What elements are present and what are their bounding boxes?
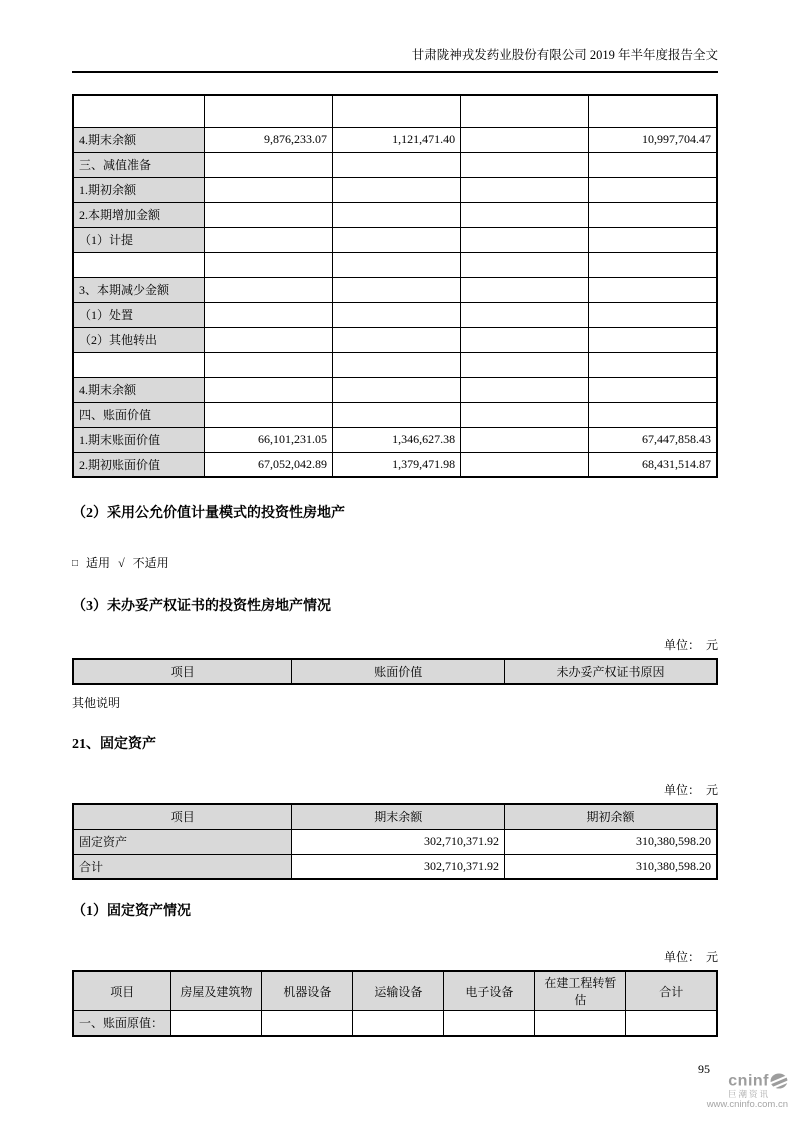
column-header: 项目	[73, 971, 171, 1011]
table-row	[73, 177, 717, 202]
row-label-cell: 3、本期减少金额	[73, 277, 204, 302]
amount-cell	[333, 177, 461, 202]
amount-cell: 67,052,042.89	[204, 452, 332, 477]
amount-cell	[204, 327, 332, 352]
column-header: 期末余额	[292, 804, 505, 829]
table-row	[73, 302, 717, 327]
table-row	[73, 127, 717, 152]
amount-cell	[262, 1011, 353, 1036]
page-number: 95	[698, 1061, 710, 1076]
table-row	[73, 402, 717, 427]
amount-cell	[333, 95, 461, 127]
cert-pending-table	[72, 658, 718, 685]
column-header: 房屋及建筑物	[171, 971, 262, 1011]
amount-cell	[626, 1011, 717, 1036]
table-row	[73, 352, 717, 377]
amount-cell: 67,447,858.43	[589, 427, 717, 452]
fixed-assets-detail-heading: （1）固定资产情况	[72, 904, 191, 919]
row-label-cell: 4.期末余额	[73, 127, 204, 152]
table-row	[73, 427, 717, 452]
amount-cell	[204, 377, 332, 402]
amount-cell	[589, 352, 717, 377]
check-icon: √	[118, 556, 125, 570]
amount-cell	[333, 252, 461, 277]
amount-cell	[333, 377, 461, 402]
table-header-row	[73, 971, 717, 1011]
amount-cell: 1,379,471.98	[333, 452, 461, 477]
row-label-cell: 4.期末余额	[73, 377, 204, 402]
column-header: 项目	[73, 804, 292, 829]
table-row	[73, 227, 717, 252]
table-header-row	[73, 804, 717, 829]
amount-cell: 68,431,514.87	[589, 452, 717, 477]
amount-cell	[589, 327, 717, 352]
amount-cell	[461, 327, 589, 352]
amount-cell	[204, 202, 332, 227]
amount-cell: 310,380,598.20	[504, 829, 717, 854]
amount-cell: 1,121,471.40	[333, 127, 461, 152]
applicable-label: 适用	[86, 556, 111, 570]
amount-cell	[333, 227, 461, 252]
not-applicable-label: 不适用	[132, 556, 169, 570]
row-label-cell	[73, 352, 204, 377]
row-label-cell: 2.本期增加金额	[73, 202, 204, 227]
applicability-note	[72, 554, 718, 571]
unit-label: 单位： 元	[663, 783, 718, 797]
amount-cell	[444, 1011, 535, 1036]
row-label-cell: 1.期末账面价值	[73, 427, 204, 452]
amount-cell	[461, 302, 589, 327]
amount-cell	[333, 402, 461, 427]
amount-cell	[353, 1011, 444, 1036]
unit-label: 单位： 元	[663, 950, 718, 964]
row-label-cell: 三、减值准备	[73, 152, 204, 177]
checkbox-unchecked-icon: □	[72, 558, 79, 569]
amount-cell	[461, 202, 589, 227]
amount-cell	[589, 277, 717, 302]
amount-cell	[535, 1011, 626, 1036]
amount-cell	[589, 302, 717, 327]
table-header-row	[73, 659, 717, 684]
row-label-cell: 2.期初账面价值	[73, 452, 204, 477]
amount-cell	[204, 227, 332, 252]
amount-cell	[461, 252, 589, 277]
amount-cell: 302,710,371.92	[292, 829, 505, 854]
table-row	[73, 327, 717, 352]
amount-cell	[589, 227, 717, 252]
amount-cell	[589, 252, 717, 277]
column-header: 电子设备	[444, 971, 535, 1011]
fair-value-model-heading: （2）采用公允价值计量模式的投资性房地产	[72, 506, 345, 521]
amount-cell	[333, 302, 461, 327]
cninfo-swirl-icon	[770, 1073, 788, 1089]
amount-cell	[204, 177, 332, 202]
amount-cell	[333, 352, 461, 377]
column-header: 在建工程转暂估	[535, 971, 626, 1011]
cninfo-logo-chinese: 巨潮资讯	[727, 1089, 770, 1100]
amount-cell: 310,380,598.20	[504, 854, 717, 879]
table-row	[73, 452, 717, 477]
amount-cell	[589, 152, 717, 177]
table-row	[73, 1011, 717, 1036]
amount-cell	[333, 202, 461, 227]
row-label-cell: 四、账面价值	[73, 402, 204, 427]
amount-cell	[461, 452, 589, 477]
investment-property-movement-table	[72, 94, 718, 478]
amount-cell	[461, 427, 589, 452]
amount-cell	[461, 95, 589, 127]
amount-cell	[204, 252, 332, 277]
fixed-assets-summary-table	[72, 803, 718, 880]
amount-cell	[204, 277, 332, 302]
amount-cell	[204, 152, 332, 177]
amount-cell	[589, 177, 717, 202]
row-label-cell: （1）处置	[73, 302, 204, 327]
amount-cell	[461, 127, 589, 152]
row-label-cell: 一、账面原值：	[73, 1011, 171, 1036]
amount-cell: 10,997,704.47	[589, 127, 717, 152]
report-title: 甘肃陇神戎发药业股份有限公司 2019 年半年度报告全文	[411, 48, 718, 62]
row-label-cell	[73, 252, 204, 277]
amount-cell	[461, 152, 589, 177]
unit-label: 单位： 元	[663, 638, 718, 652]
fixed-assets-heading: 21、固定资产	[72, 737, 156, 752]
amount-cell	[204, 402, 332, 427]
column-header: 项目	[73, 659, 292, 684]
amount-cell	[461, 277, 589, 302]
amount-cell: 66,101,231.05	[204, 427, 332, 452]
amount-cell	[461, 352, 589, 377]
cninfo-logo	[678, 1072, 788, 1111]
other-note: 其他说明	[72, 696, 121, 710]
amount-cell	[461, 377, 589, 402]
row-label-cell: 合计	[73, 854, 292, 879]
table-row	[73, 377, 717, 402]
amount-cell	[333, 327, 461, 352]
amount-cell	[461, 177, 589, 202]
row-label-cell: （1）计提	[73, 227, 204, 252]
cninfo-logo-wordmark	[678, 1072, 788, 1090]
cninfo-logo-text: cninf	[728, 1072, 769, 1090]
amount-cell	[589, 402, 717, 427]
row-label-cell	[73, 95, 204, 127]
amount-cell: 302,710,371.92	[292, 854, 505, 879]
column-header: 机器设备	[262, 971, 353, 1011]
row-label-cell: （2）其他转出	[73, 327, 204, 352]
column-header: 期初余额	[504, 804, 717, 829]
amount-cell	[461, 402, 589, 427]
fixed-assets-detail-table	[72, 970, 718, 1037]
page-header	[72, 0, 718, 73]
amount-cell	[204, 352, 332, 377]
table-row	[73, 252, 717, 277]
amount-cell	[171, 1011, 262, 1036]
amount-cell	[204, 302, 332, 327]
amount-cell: 1,346,627.38	[333, 427, 461, 452]
table-row	[73, 95, 717, 127]
amount-cell	[333, 277, 461, 302]
cninfo-logo-url: www.cninfo.com.cn	[706, 1099, 788, 1111]
amount-cell	[589, 202, 717, 227]
column-header: 合计	[626, 971, 717, 1011]
amount-cell: 9,876,233.07	[204, 127, 332, 152]
column-header: 运输设备	[353, 971, 444, 1011]
row-label-cell: 1.期初余额	[73, 177, 204, 202]
table-row	[73, 277, 717, 302]
table-row	[73, 152, 717, 177]
table-row	[73, 854, 717, 879]
amount-cell	[333, 152, 461, 177]
table-row	[73, 829, 717, 854]
amount-cell	[204, 95, 332, 127]
row-label-cell: 固定资产	[73, 829, 292, 854]
column-header: 账面价值	[292, 659, 505, 684]
cert-pending-heading: （3）未办妥产权证书的投资性房地产情况	[72, 599, 331, 614]
table-row	[73, 202, 717, 227]
amount-cell	[589, 377, 717, 402]
amount-cell	[461, 227, 589, 252]
column-header: 未办妥产权证书原因	[504, 659, 717, 684]
amount-cell	[589, 95, 717, 127]
